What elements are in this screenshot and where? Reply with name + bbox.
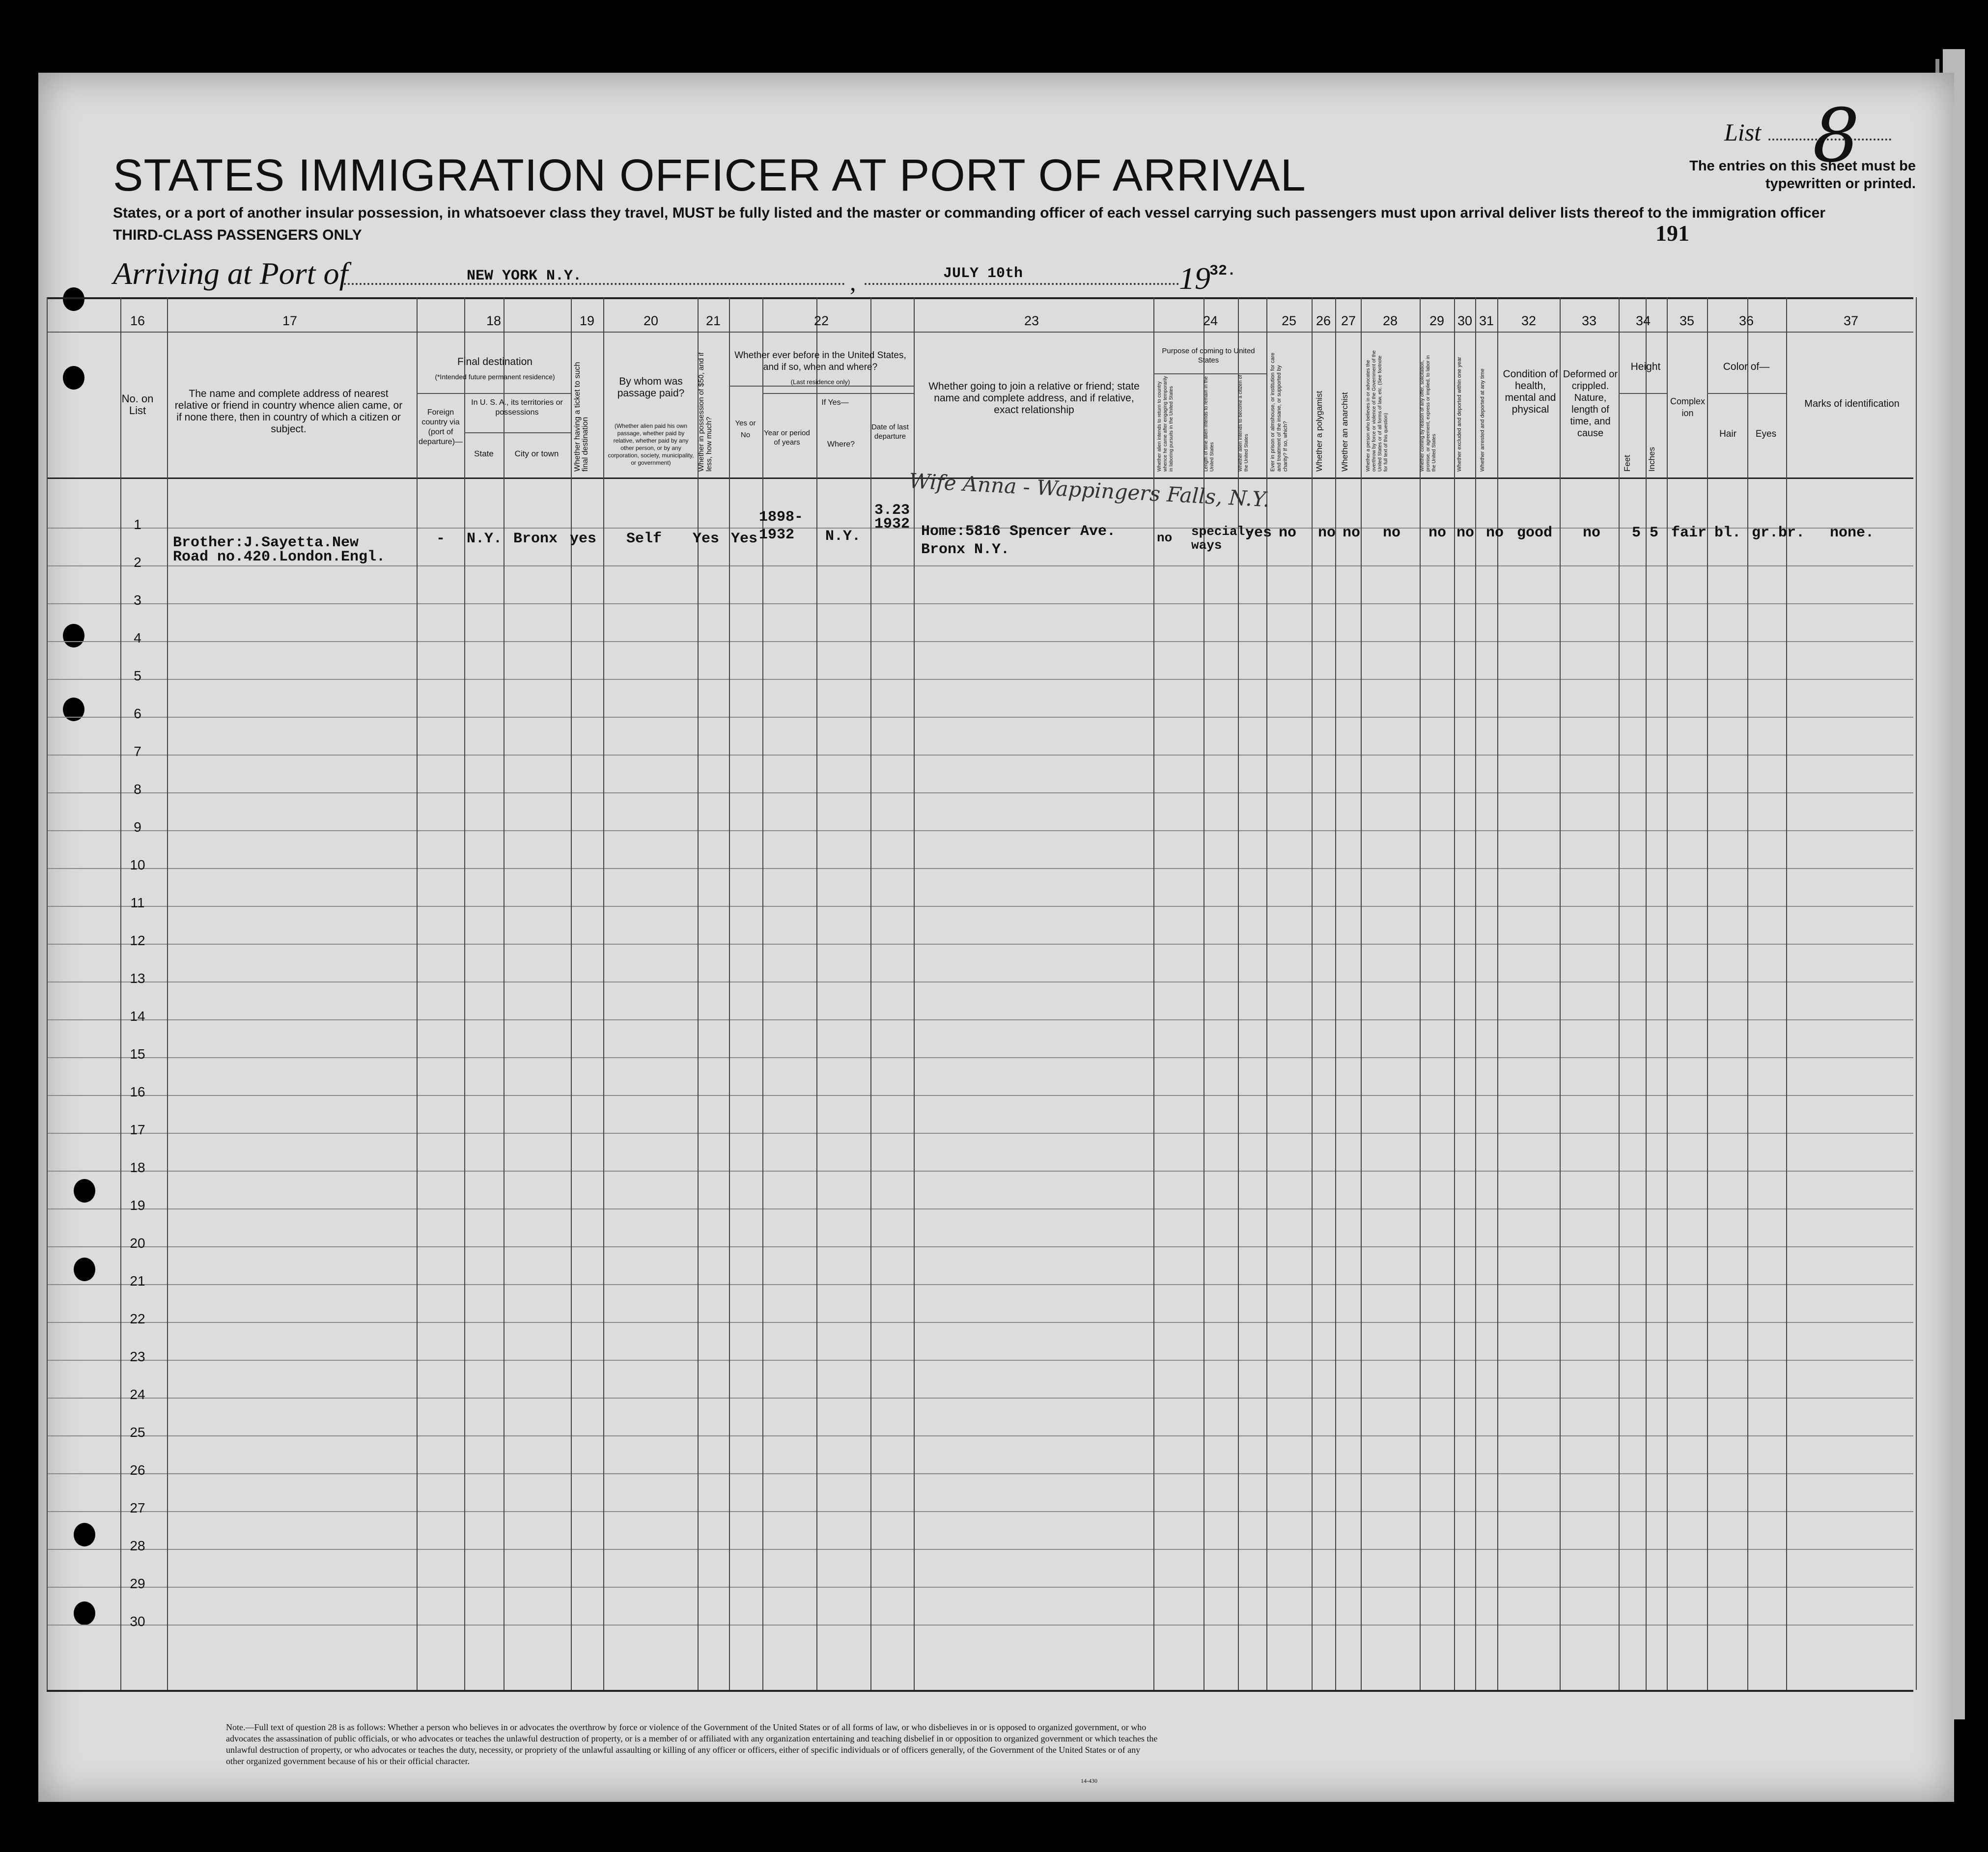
subheader-line bbox=[1707, 393, 1786, 394]
column-number: 20 bbox=[643, 313, 659, 328]
list-number: 8 bbox=[1813, 93, 1860, 179]
form-number: 14-430 bbox=[1081, 1777, 1097, 1784]
column-line bbox=[698, 297, 699, 1690]
column-number: 27 bbox=[1341, 313, 1356, 328]
row-number: 11 bbox=[130, 895, 145, 910]
row-line bbox=[47, 679, 1913, 680]
entry-city: Bronx bbox=[513, 531, 558, 547]
column-number: 33 bbox=[1581, 313, 1597, 328]
column-line bbox=[1786, 297, 1787, 1690]
punch-hole bbox=[74, 1523, 95, 1546]
header-arrested: Whether arrested and deported at any time bbox=[1480, 368, 1485, 472]
header-color-of: Color of— bbox=[1723, 361, 1770, 372]
column-line bbox=[762, 297, 763, 1690]
row-number: 1 bbox=[134, 517, 141, 532]
header-deformed: Deformed or crippled. Nature, length of time, and cause bbox=[1563, 369, 1618, 439]
header-passage-paid: By whom was passage paid? bbox=[617, 376, 685, 399]
column-line bbox=[571, 297, 572, 1690]
row-number: 26 bbox=[130, 1462, 145, 1478]
header-date-last-departure: Date of last departure bbox=[871, 423, 909, 441]
row-number: 16 bbox=[130, 1084, 145, 1099]
header-passage-note: (Whether alien paid his own passage, whether paid by relative, whether paid by any other person, or by any corporation, society, municipality, or government) bbox=[608, 422, 694, 466]
header-divider bbox=[47, 332, 1913, 333]
column-number: 23 bbox=[1024, 313, 1039, 328]
row-number: 19 bbox=[130, 1198, 145, 1213]
header-year-or-period: Year or period of years bbox=[764, 429, 810, 447]
header-joining-relative: Whether going to join a relative or friend; state name and complete address, and if relative, exact relationship bbox=[928, 381, 1140, 416]
column-line bbox=[1497, 297, 1498, 1690]
column-line bbox=[167, 297, 168, 1690]
entry-money: Yes bbox=[693, 531, 720, 547]
subheader-line bbox=[1619, 393, 1667, 394]
entry-inches: 5 bbox=[1650, 525, 1659, 541]
page-number: 191 bbox=[1655, 221, 1689, 246]
header-marks: Marks of identification bbox=[1804, 398, 1900, 409]
column-number: 25 bbox=[1281, 313, 1297, 328]
column-line bbox=[1475, 297, 1476, 1690]
row-number: 21 bbox=[130, 1273, 145, 1289]
header-last-residence: (Last residence only) bbox=[790, 378, 850, 386]
row-number: 12 bbox=[130, 933, 145, 948]
column-line bbox=[1560, 297, 1561, 1690]
row-number: 13 bbox=[130, 971, 145, 986]
row-number: 3 bbox=[134, 592, 141, 608]
list-label: List bbox=[1724, 118, 1762, 146]
entry-arrested: no bbox=[1486, 525, 1504, 541]
entry-marks: none. bbox=[1830, 525, 1875, 541]
row-line bbox=[47, 1473, 1913, 1474]
row-line bbox=[47, 1587, 1913, 1588]
punch-hole bbox=[63, 624, 84, 647]
column-line bbox=[1335, 297, 1336, 1690]
column-line bbox=[1916, 297, 1917, 1690]
column-number: 19 bbox=[579, 313, 595, 328]
footnote: Note.—Full text of question 28 is as follows: Whether a person who believes in or advocates the overthrow by force or violence of the Government of the United States or of all forms of law, or who disbelieves in or is opposed to organized government, or who advocates the assassination of public officials, or who advocates or teaches the unlawful destruction of property, or is a member of or affiliated with any organization entertaining and teaching disbelief in or opposition to organized government or which teaches the unlawful destruction of property, or who advocates or teaches the duty, necessity, or propriety of the unlawful assaulting or killing of any officer or officers, either of specific individuals or of officers generally, of the Government of the United States or of any other organized government because of his or their official character. bbox=[226, 1722, 1158, 1766]
row-number: 9 bbox=[134, 819, 141, 835]
row-line bbox=[47, 868, 1913, 869]
column-line bbox=[417, 297, 418, 1690]
punch-hole bbox=[74, 1258, 95, 1281]
entry-polygamist: no bbox=[1318, 525, 1336, 541]
row-line bbox=[47, 944, 1913, 945]
header-purpose: Purpose of coming to United States bbox=[1162, 347, 1255, 365]
column-line bbox=[120, 297, 121, 1690]
row-line bbox=[47, 1511, 1913, 1512]
entry-joining-line2: Bronx N.Y. bbox=[921, 541, 1010, 558]
row-number: 17 bbox=[130, 1122, 145, 1137]
column-line bbox=[870, 297, 871, 1690]
row-number: 30 bbox=[130, 1614, 145, 1629]
header-anarchist: Whether an anarchist bbox=[1340, 392, 1349, 472]
column-number: 31 bbox=[1479, 313, 1494, 328]
row-line bbox=[47, 1095, 1913, 1096]
row-number: 29 bbox=[130, 1576, 145, 1591]
column-line bbox=[1707, 297, 1708, 1690]
row-number: 24 bbox=[130, 1387, 145, 1402]
header-city: City or town bbox=[514, 449, 559, 458]
row-line bbox=[47, 1625, 1913, 1626]
entry-joining-line1: Home:5816 Spencer Ave. bbox=[921, 523, 1116, 540]
column-line bbox=[914, 297, 915, 1690]
column-line bbox=[1153, 297, 1154, 1690]
column-number: 26 bbox=[1316, 313, 1331, 328]
entry-prison: no bbox=[1279, 525, 1297, 541]
row-line bbox=[47, 641, 1913, 642]
row-number: 6 bbox=[134, 706, 141, 721]
row-number: 28 bbox=[130, 1538, 145, 1553]
row-line bbox=[47, 1549, 1913, 1550]
column-number: 35 bbox=[1679, 313, 1695, 328]
header-feet: Feet bbox=[1623, 454, 1632, 472]
column-number: 37 bbox=[1843, 313, 1859, 328]
row-line bbox=[47, 830, 1913, 831]
header-nearest-relative: The name and complete address of nearest relative or friend in country whence alien came, or if none there, then in country of which a citizen or subject. bbox=[174, 388, 403, 435]
row-line bbox=[47, 1208, 1913, 1209]
year-prefix: 19 bbox=[1179, 261, 1210, 296]
header-height: Height bbox=[1630, 361, 1661, 372]
header-where: Where? bbox=[827, 440, 855, 449]
row-number: 27 bbox=[130, 1500, 145, 1515]
column-line bbox=[1747, 297, 1748, 1690]
row-line bbox=[47, 1171, 1913, 1172]
header-inches: Inches bbox=[1647, 447, 1656, 472]
header-purpose-citizen: Whether alien intends to become a citizen of the United States bbox=[1238, 375, 1249, 472]
punch-hole bbox=[74, 1601, 95, 1625]
header-labor: Whether coming by reason of any offer, solicitation, promise, or agreement, express or implied, to labor in the United States bbox=[1420, 355, 1437, 472]
row-line bbox=[47, 906, 1913, 907]
port-line bbox=[344, 283, 845, 285]
entry-anarchist: no bbox=[1343, 525, 1361, 541]
entry-condition: good bbox=[1517, 525, 1553, 541]
header-condition: Condition of health, mental and physical bbox=[1503, 368, 1558, 415]
row-number: 4 bbox=[134, 630, 141, 645]
entry-complexion: fair bbox=[1671, 525, 1707, 541]
header-foreign-country: Foreign country via (port of departure)— bbox=[419, 408, 463, 446]
row-number: 10 bbox=[130, 857, 145, 872]
row-number: 7 bbox=[134, 744, 141, 759]
header-final-destination: Final destination bbox=[457, 356, 532, 367]
column-number: 32 bbox=[1521, 313, 1537, 328]
header-state: State bbox=[474, 449, 494, 458]
arriving-label: Arriving at Port of bbox=[113, 256, 348, 291]
row-number: 8 bbox=[134, 782, 141, 797]
column-number: 22 bbox=[813, 313, 829, 328]
comma: , bbox=[850, 268, 856, 296]
year-suffix: 32. bbox=[1209, 263, 1236, 280]
column-line bbox=[1312, 297, 1313, 1690]
header-if-yes: If Yes— bbox=[821, 398, 849, 407]
column-number: 34 bbox=[1635, 313, 1651, 328]
column-line bbox=[47, 297, 48, 1690]
header-ticket: Whether having a ticket to such final destination bbox=[573, 362, 589, 472]
column-number: 28 bbox=[1382, 313, 1398, 328]
column-line bbox=[816, 297, 817, 1690]
entry-excluded: no bbox=[1456, 525, 1475, 541]
header-in-usa: In U. S. A., its territories or possessions bbox=[471, 398, 563, 417]
column-number: 36 bbox=[1738, 313, 1754, 328]
entry-purpose-return: no bbox=[1157, 531, 1173, 545]
entry-where: N.Y. bbox=[825, 528, 861, 545]
row-line bbox=[47, 1133, 1913, 1134]
row-line bbox=[47, 755, 1913, 756]
column-line bbox=[729, 297, 730, 1690]
entry-labor: no bbox=[1428, 525, 1447, 541]
column-number: 16 bbox=[130, 313, 145, 328]
entries-note: The entries on this sheet must be typewritten or printed. bbox=[1689, 158, 1916, 192]
class-line: THIRD-CLASS PASSENGERS ONLY bbox=[113, 227, 362, 243]
column-line bbox=[1619, 297, 1620, 1690]
entry-passage-paid: Self bbox=[626, 531, 662, 547]
subheader-line bbox=[762, 393, 914, 394]
header-no-on-list: No. on List bbox=[121, 393, 154, 417]
intro-text: States, or a port of another insular possession, in whatsoever class they travel, MUST be fully listed and the master or commanding officer of each vessel carrying such passengers must upon arrival deliver lists thereof to the immigration officer bbox=[113, 205, 1825, 221]
row-line bbox=[47, 1019, 1913, 1020]
header-purpose-return: Whether alien intends to return to country whence he came after engaging temporarily in laboring pursuits in the United States bbox=[1157, 376, 1174, 472]
header-ever-before: Whether ever before in the United States, and if so, when and where? bbox=[734, 350, 906, 372]
column-line bbox=[464, 297, 465, 1690]
punch-hole bbox=[63, 366, 84, 390]
row-line bbox=[47, 1057, 1913, 1058]
row-line bbox=[47, 565, 1913, 566]
row-number: 20 bbox=[130, 1235, 145, 1251]
column-number: 30 bbox=[1457, 313, 1473, 328]
row-number: 18 bbox=[130, 1160, 145, 1175]
header-money: Whether in possession of $50, and if less, how much? bbox=[697, 352, 713, 472]
row-line bbox=[47, 1398, 1913, 1399]
row-line bbox=[47, 1322, 1913, 1323]
entry-nearest-relative-line1: Brother:J.Sayetta.New bbox=[173, 534, 359, 551]
entry-eyes: gr.br. bbox=[1752, 525, 1805, 541]
date-value: JULY 10th bbox=[943, 265, 1023, 282]
date-line bbox=[865, 283, 1179, 285]
entry-overthrow: no bbox=[1383, 525, 1401, 541]
row-number: 23 bbox=[130, 1349, 145, 1364]
column-line bbox=[1454, 297, 1455, 1690]
punch-hole bbox=[63, 287, 84, 311]
column-number: 24 bbox=[1203, 313, 1218, 328]
row-number: 22 bbox=[130, 1311, 145, 1326]
header-prison: Ever in prison or almshouse, or institution for care and treatment of the insane, or supported by charity? If so, which? bbox=[1270, 352, 1288, 472]
port-value: NEW YORK N.Y. bbox=[467, 268, 582, 284]
column-line bbox=[603, 297, 604, 1690]
entry-deformed: no bbox=[1583, 525, 1601, 541]
header-final-destination-note: (*Intended future permanent residence) bbox=[435, 373, 555, 381]
entry-foreign-country: - bbox=[436, 531, 446, 547]
entry-feet: 5 bbox=[1632, 525, 1641, 541]
row-number: 15 bbox=[130, 1046, 145, 1062]
header-eyes: Eyes bbox=[1755, 429, 1777, 439]
table-top-border bbox=[47, 297, 1913, 299]
entry-state: N.Y. bbox=[467, 531, 503, 547]
entry-joining-handwritten: Wife Anna - Wappingers Falls, N.Y. bbox=[908, 469, 1270, 512]
row-line bbox=[47, 792, 1913, 793]
page-title: STATES IMMIGRATION OFFICER AT PORT OF ARRIVAL bbox=[113, 150, 1306, 200]
row-line bbox=[47, 1246, 1913, 1247]
row-line bbox=[47, 1284, 1913, 1285]
row-number: 5 bbox=[134, 668, 141, 683]
header-hair: Hair bbox=[1719, 429, 1736, 439]
row-line bbox=[47, 1435, 1913, 1436]
header-overthrow: Whether a person who believes in or advocates the overthrow by force or violence of the Government of the United States or of all forms of law, etc. (See footnote for full text of this question) bbox=[1366, 350, 1389, 472]
entry-ticket: yes bbox=[570, 531, 597, 547]
column-number: 18 bbox=[486, 313, 502, 328]
entry-date-last-departure: 3.23 1932 bbox=[874, 502, 910, 533]
table-bottom-border bbox=[47, 1690, 1913, 1692]
header-yes-or-no: Yes or No bbox=[735, 419, 756, 439]
header-polygamist: Whether a polygamist bbox=[1315, 391, 1324, 472]
entry-purpose-length: special- ways bbox=[1191, 524, 1253, 553]
column-line bbox=[1667, 297, 1668, 1690]
entry-hair: bl. bbox=[1714, 525, 1741, 541]
punch-hole bbox=[74, 1179, 95, 1203]
header-purpose-length: Length of time alien intends to remain in the United States bbox=[1204, 376, 1215, 472]
entry-nearest-relative-line2: Road no.420.London.Engl. bbox=[173, 549, 386, 565]
row-number: 14 bbox=[130, 1009, 145, 1024]
row-line bbox=[47, 603, 1913, 604]
column-number: 21 bbox=[705, 313, 721, 328]
column-line bbox=[1646, 297, 1647, 1690]
subheader-line bbox=[417, 393, 571, 394]
column-number: 29 bbox=[1429, 313, 1445, 328]
row-number: 2 bbox=[134, 555, 141, 570]
column-line bbox=[1420, 297, 1421, 1690]
column-line bbox=[1361, 297, 1362, 1690]
header-excluded: Whether excluded and deported within one year bbox=[1456, 357, 1462, 472]
row-line bbox=[47, 1360, 1913, 1361]
entry-ever-before: Yes bbox=[731, 531, 758, 547]
row-number: 25 bbox=[130, 1425, 145, 1440]
row-line bbox=[47, 717, 1913, 718]
header-complexion: Complexion bbox=[1670, 396, 1706, 418]
column-number: 17 bbox=[282, 313, 298, 328]
entry-period-years: 1898- 1932 bbox=[759, 509, 804, 543]
subheader-line bbox=[464, 432, 571, 433]
entry-purpose-citizen: yes bbox=[1245, 525, 1272, 541]
